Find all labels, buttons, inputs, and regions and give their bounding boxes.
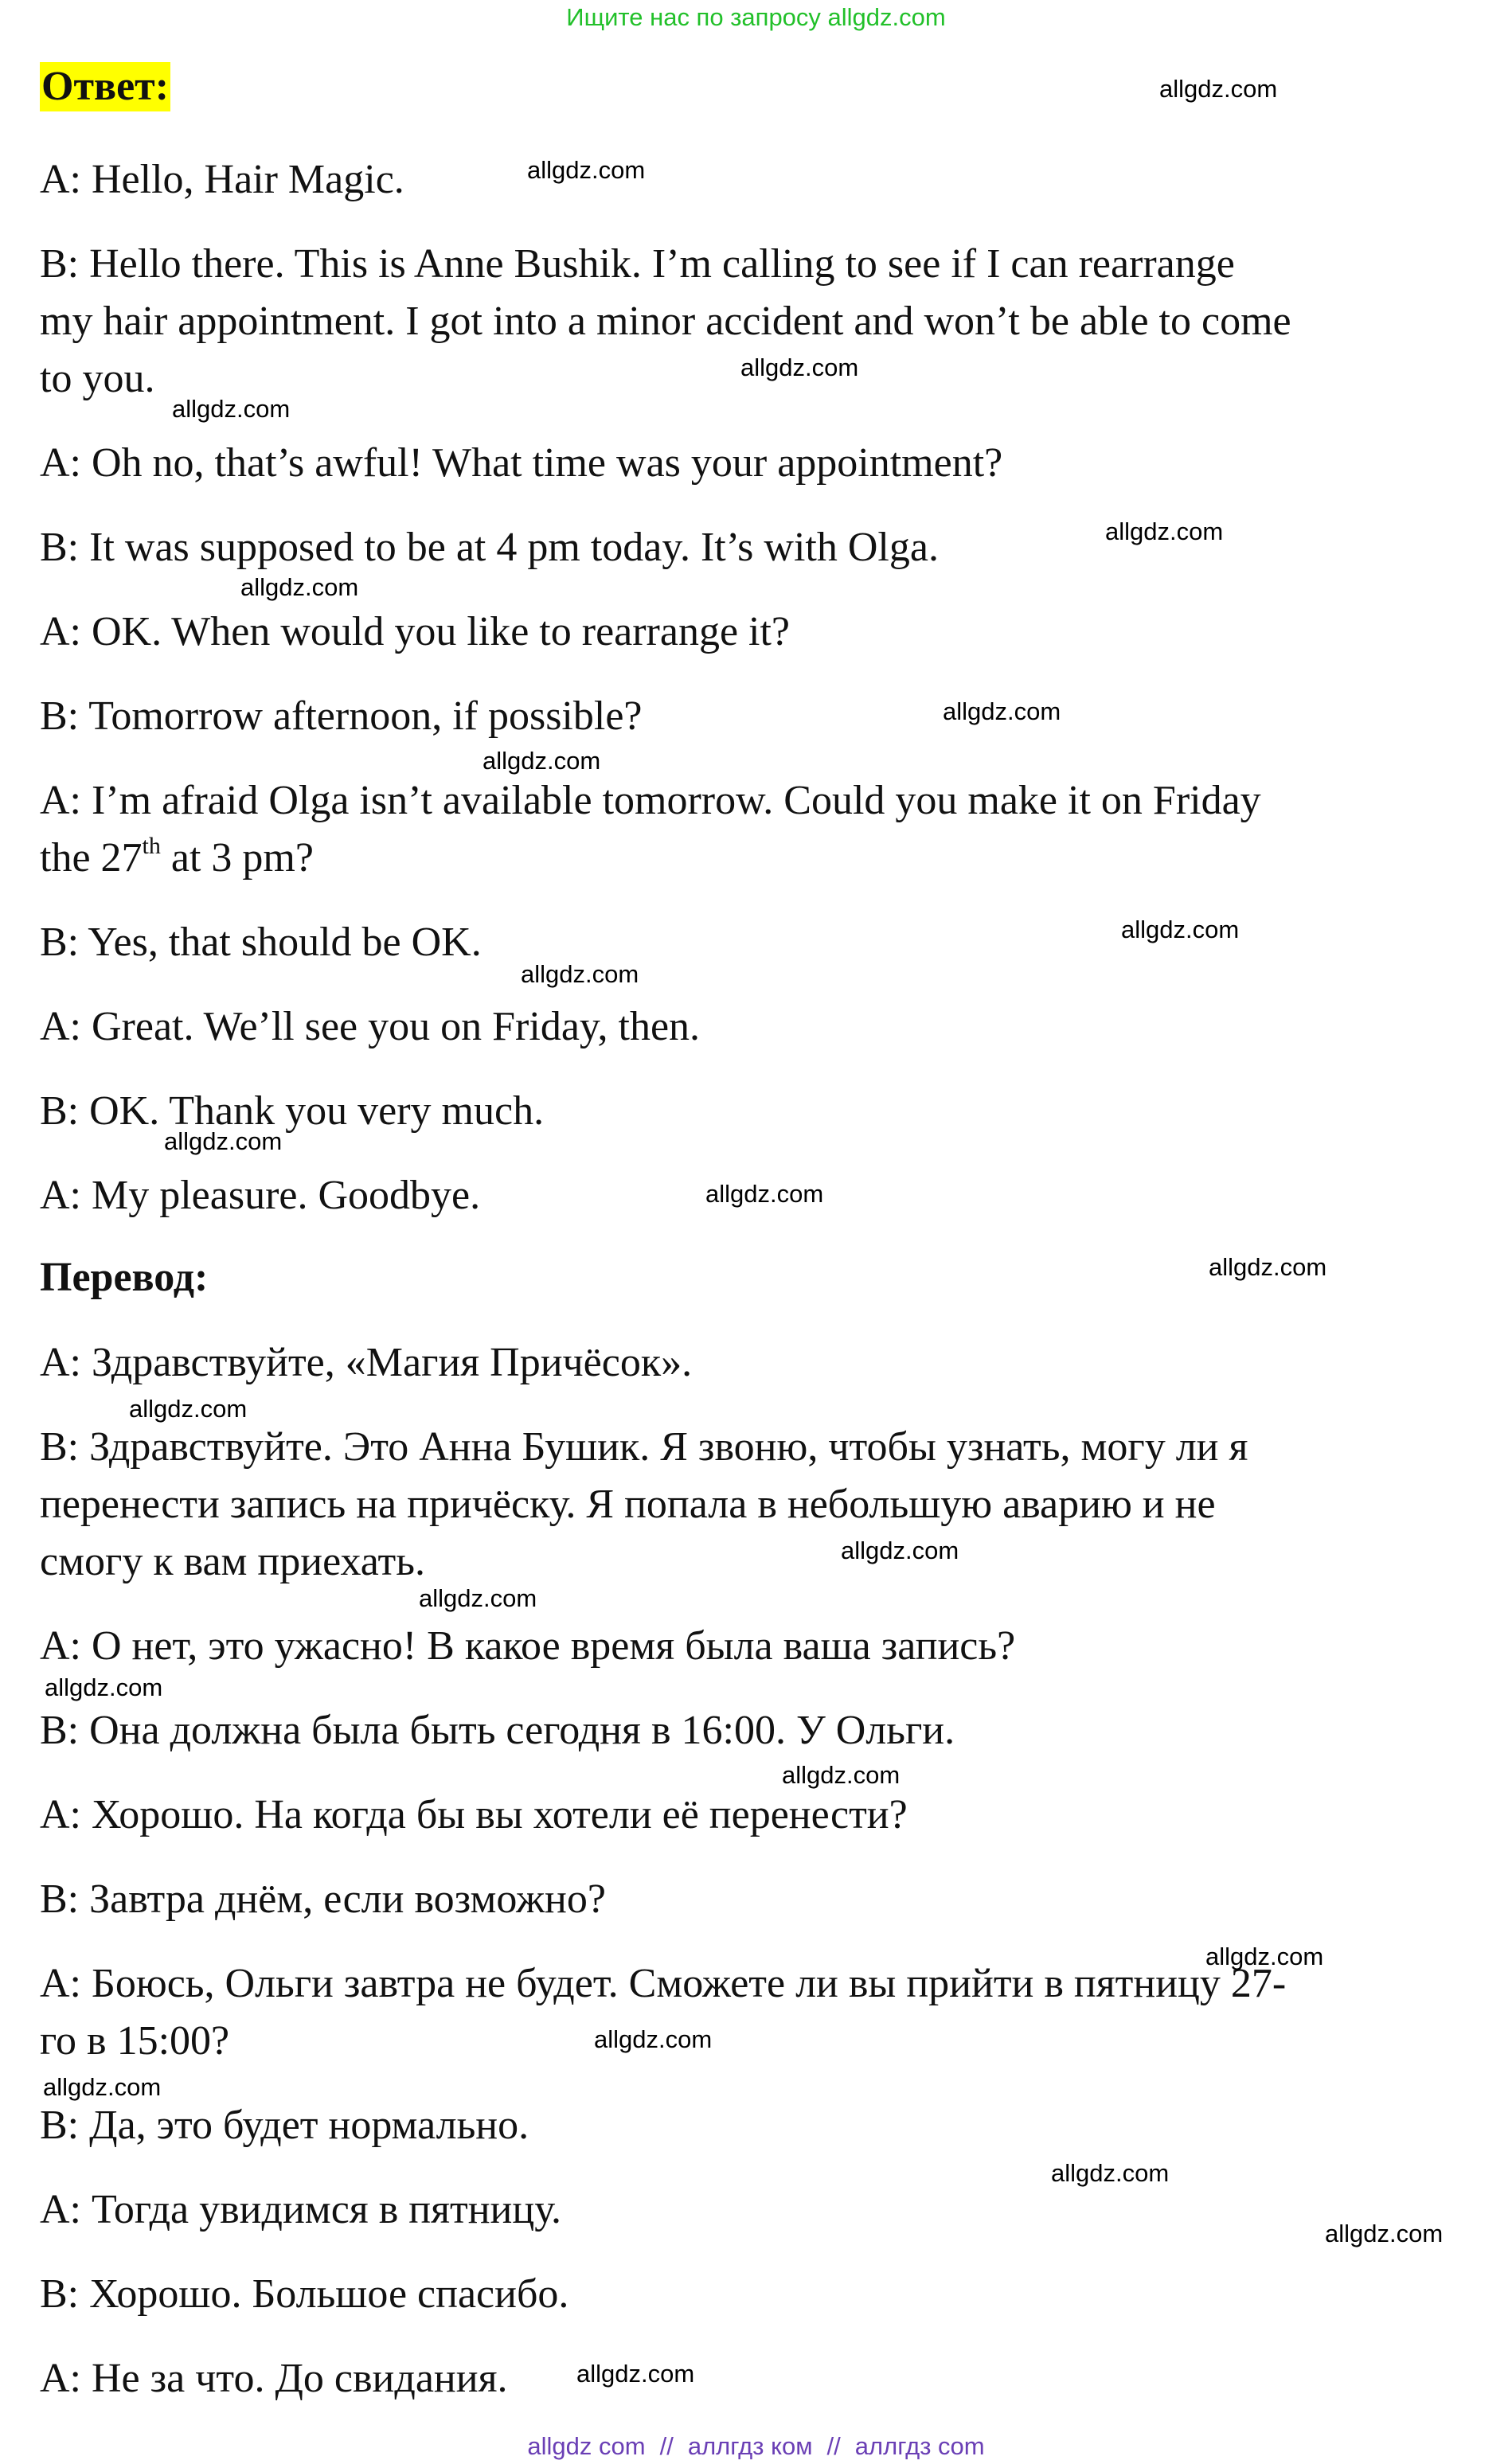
watermark: allgdz.com [1051,2159,1170,2187]
watermark: allgdz.com [1205,1943,1324,1970]
dialogue-line: B: Hello there. This is Anne Bushik. I’m calling to see if I can rearrange [40,241,1235,287]
watermark: allgdz.com [943,697,1061,725]
watermark: allgdz.com [164,1127,283,1155]
translation-line: В: Хорошо. Большое спасибо. [40,2271,569,2317]
translation-line: В: Да, это будет нормально. [40,2103,529,2148]
translation-line: А: О нет, это ужасно! В какое время была ваша запись? [40,1623,1016,1669]
dialogue-line: B: Tomorrow afternoon, if possible? [40,693,643,739]
translation-line: А: Не за что. До свидания. [40,2356,508,2401]
translation-line: В: Она должна была быть сегодня в 16:00. У Ольги. [40,1708,955,1753]
dialogue-line: B: Yes, that should be OK. [40,920,482,965]
watermark: allgdz.com [129,1395,248,1423]
translation-line: смогу к вам приехать. [40,1539,425,1584]
footer-separator: // [659,2432,674,2460]
dialogue-line-date: the 27th at 3 pm? [40,833,314,881]
watermark: allgdz.com [841,1537,959,1564]
watermark: allgdz.com [45,1673,163,1701]
top-banner[interactable]: Ищите нас по запросу allgdz.com [566,3,946,31]
watermark: allgdz.com [172,395,291,423]
footer-separator: // [826,2432,841,2460]
translation-line: В: Здравствуйте. Это Анна Бушик. Я звоню, чтобы узнать, могу ли я [40,1424,1248,1470]
watermark: allgdz.com [483,747,601,775]
watermark: allgdz.com [576,2360,695,2388]
answer-heading: Ответ: [40,62,170,111]
watermark: allgdz.com [594,2025,713,2053]
translation-line: го в 15:00? [40,2018,230,2064]
watermark: allgdz.com [521,960,639,988]
watermark: allgdz.com [43,2073,162,2101]
dialogue-line: A: I’m afraid Olga isn’t available tomorrow. Could you make it on Friday [40,778,1261,823]
watermark: allgdz.com [740,353,859,381]
watermark: allgdz.com [1121,916,1240,943]
translation-line: А: Здравствуйте, «Магия Причёсок». [40,1340,693,1385]
dialogue-line: A: Hello, Hair Magic. [40,157,404,202]
footer-link[interactable]: allgdz com [527,2432,646,2460]
dialogue-line: to you. [40,356,155,401]
footer-link[interactable]: аллгдз com [854,2432,985,2460]
dialogue-line: A: My pleasure. Goodbye. [40,1173,481,1218]
watermark: allgdz.com [1105,517,1224,545]
watermark: allgdz.com [1325,2220,1444,2247]
translation-line: А: Тогда увидимся в пятницу. [40,2187,562,2232]
dialogue-line: A: OK. When would you like to rearrange it? [40,609,790,654]
translation-line: В: Завтра днём, если возможно? [40,1876,606,1922]
dialogue-line: A: Great. We’ll see you on Friday, then. [40,1004,701,1049]
watermark: allgdz.com [1209,1253,1327,1281]
watermark: allgdz.com [240,573,359,601]
dialogue-line: B: It was supposed to be at 4 pm today. It’s with Olga. [40,525,939,570]
translation-line: перенести запись на причёску. Я попала в небольшую аварию и не [40,1482,1216,1527]
watermark: allgdz.com [705,1180,824,1208]
watermark: allgdz.com [782,1761,901,1789]
dialogue-line: my hair appointment. I got into a minor accident and won’t be able to come [40,299,1291,344]
translation-line: А: Боюсь, Ольги завтра не будет. Сможете ли вы прийти в пятницу 27- [40,1961,1287,2006]
dialogue-line: A: Oh no, that’s awful! What time was your appointment? [40,440,1003,486]
watermark: allgdz.com [527,156,646,184]
watermark: allgdz.com [1159,75,1278,103]
translation-line: А: Хорошо. На когда бы вы хотели её перенести? [40,1792,908,1837]
footer-link[interactable]: аллгдз ком [687,2432,813,2460]
footer-links [0,2428,1512,2464]
watermark: allgdz.com [419,1584,537,1612]
dialogue-line: B: OK. Thank you very much. [40,1088,545,1134]
translation-heading: Перевод: [40,1255,209,1300]
